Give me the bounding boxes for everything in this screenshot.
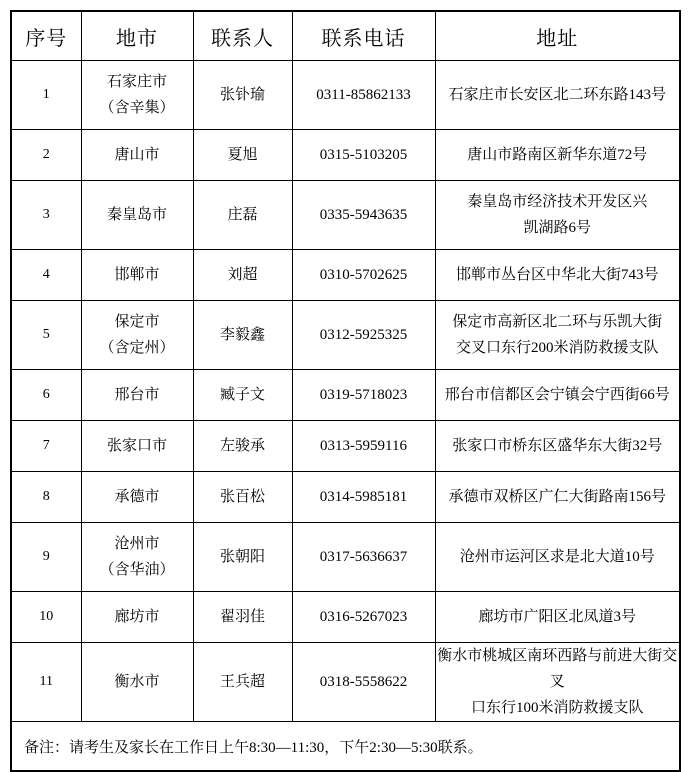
address-line: 唐山市路南区新华东道72号	[467, 147, 648, 163]
address-line: 邯郸市丛台区中华北大街743号	[455, 267, 659, 283]
table-row	[11, 181, 680, 250]
table-row	[11, 472, 680, 523]
row-address	[435, 250, 680, 301]
row-city-lines	[82, 669, 193, 695]
row-address-lines	[436, 484, 680, 510]
row-address	[435, 301, 680, 370]
row-address-lines	[436, 643, 680, 721]
city-line: 承德市	[114, 489, 160, 505]
row-contact: 李毅鑫	[193, 301, 292, 370]
table-row	[11, 643, 680, 722]
row-address	[435, 523, 680, 592]
row-city-lines	[82, 382, 193, 408]
row-city	[81, 301, 193, 370]
address-line: 沧州市运河区求是北大道10号	[459, 549, 655, 565]
row-contact: 夏旭	[193, 130, 292, 181]
row-city	[81, 61, 193, 130]
column-header-phone: 联系电话	[292, 11, 435, 61]
table-row	[11, 592, 680, 643]
row-city	[81, 181, 193, 250]
row-phone: 0311-85862133	[292, 61, 435, 130]
row-address	[435, 643, 680, 722]
city-line: （含定州）	[99, 340, 175, 356]
address-line: 保定市高新区北二环与乐凯大街	[452, 314, 663, 330]
row-index: 9	[11, 523, 81, 592]
row-address	[435, 61, 680, 130]
column-header-contact: 联系人	[193, 11, 292, 61]
row-address-lines	[436, 82, 680, 108]
row-city	[81, 472, 193, 523]
row-address-lines	[436, 189, 680, 241]
city-line: （含辛集）	[99, 100, 175, 116]
column-header-address: 地址	[435, 11, 680, 61]
row-phone: 0312-5925325	[292, 301, 435, 370]
row-address-lines	[436, 433, 680, 459]
row-city-lines	[82, 604, 193, 630]
row-city-lines	[82, 202, 193, 228]
column-header-index: 序号	[11, 11, 81, 61]
table-row	[11, 250, 680, 301]
row-address	[435, 421, 680, 472]
address-line: 邢台市信都区会宁镇会宁西街66号	[444, 387, 670, 403]
row-city	[81, 130, 193, 181]
address-line: 承德市双桥区广仁大街路南156号	[448, 489, 666, 505]
row-index: 2	[11, 130, 81, 181]
city-line: 廊坊市	[114, 609, 160, 625]
row-phone: 0314-5985181	[292, 472, 435, 523]
table-row	[11, 370, 680, 421]
row-index: 6	[11, 370, 81, 421]
address-line: 张家口市桥东区盛华东大街32号	[452, 438, 663, 454]
row-address	[435, 181, 680, 250]
row-city-lines	[82, 531, 193, 583]
city-line: 秦皇岛市	[106, 207, 167, 223]
row-address	[435, 130, 680, 181]
row-contact: 庄磊	[193, 181, 292, 250]
address-line: 口东行100米消防救援支队	[470, 700, 644, 716]
row-contact: 张百松	[193, 472, 292, 523]
header-row	[11, 11, 680, 61]
city-line: 邢台市	[114, 387, 160, 403]
row-city	[81, 592, 193, 643]
city-line: 衡水市	[114, 674, 160, 690]
address-line: 衡水市桃城区南环西路与前进大街交叉	[437, 648, 678, 690]
row-city-lines	[82, 262, 193, 288]
row-address	[435, 370, 680, 421]
row-address-lines	[436, 309, 680, 361]
row-contact: 刘超	[193, 250, 292, 301]
row-index: 10	[11, 592, 81, 643]
table-row	[11, 301, 680, 370]
city-line: 张家口市	[106, 438, 167, 454]
row-city	[81, 370, 193, 421]
row-phone: 0315-5103205	[292, 130, 435, 181]
row-address-lines	[436, 262, 680, 288]
row-address-lines	[436, 604, 680, 630]
address-line: 凯湖路6号	[523, 220, 591, 236]
row-contact: 王兵超	[193, 643, 292, 722]
row-index: 7	[11, 421, 81, 472]
row-phone: 0310-5702625	[292, 250, 435, 301]
table-row	[11, 421, 680, 472]
row-city	[81, 643, 193, 722]
row-contact: 张钋瑜	[193, 61, 292, 130]
row-contact: 臧子文	[193, 370, 292, 421]
row-city-lines	[82, 142, 193, 168]
row-address-lines	[436, 142, 680, 168]
row-phone: 0335-5943635	[292, 181, 435, 250]
city-line: 邯郸市	[114, 267, 160, 283]
row-city	[81, 421, 193, 472]
row-contact: 张朝阳	[193, 523, 292, 592]
city-line: 沧州市	[114, 536, 160, 552]
address-line: 廊坊市广阳区北凤道3号	[478, 609, 636, 625]
row-city-lines	[82, 309, 193, 361]
city-line: 石家庄市	[106, 74, 167, 90]
row-city-lines	[82, 484, 193, 510]
table-row	[11, 61, 680, 130]
row-phone: 0317-5636637	[292, 523, 435, 592]
row-phone: 0318-5558622	[292, 643, 435, 722]
row-contact: 翟羽佳	[193, 592, 292, 643]
table-note: 备注：请考生及家长在工作日上午8:30—11:30，下午2:30—5:30联系。	[11, 722, 680, 772]
row-address-lines	[436, 544, 680, 570]
row-index: 3	[11, 181, 81, 250]
address-line: 秦皇岛市经济技术开发区兴	[467, 194, 648, 210]
city-line: 保定市	[114, 314, 160, 330]
row-index: 8	[11, 472, 81, 523]
column-header-city: 地市	[81, 11, 193, 61]
address-line: 石家庄市长安区北二环东路143号	[448, 87, 666, 103]
row-index: 4	[11, 250, 81, 301]
row-index: 11	[11, 643, 81, 722]
row-phone: 0316-5267023	[292, 592, 435, 643]
table-body	[11, 61, 680, 722]
row-contact: 左骏承	[193, 421, 292, 472]
row-address	[435, 592, 680, 643]
row-phone: 0319-5718023	[292, 370, 435, 421]
table-row	[11, 130, 680, 181]
contact-table	[10, 10, 681, 772]
row-index: 1	[11, 61, 81, 130]
address-line: 交叉口东行200米消防救援支队	[455, 340, 659, 356]
row-phone: 0313-5959116	[292, 421, 435, 472]
row-city	[81, 250, 193, 301]
city-line: 唐山市	[114, 147, 160, 163]
table-header	[11, 11, 680, 61]
row-index: 5	[11, 301, 81, 370]
row-city-lines	[82, 69, 193, 121]
city-line: （含华油）	[99, 562, 175, 578]
row-city	[81, 523, 193, 592]
table-row	[11, 523, 680, 592]
row-city-lines	[82, 433, 193, 459]
row-address-lines	[436, 382, 680, 408]
row-address	[435, 472, 680, 523]
